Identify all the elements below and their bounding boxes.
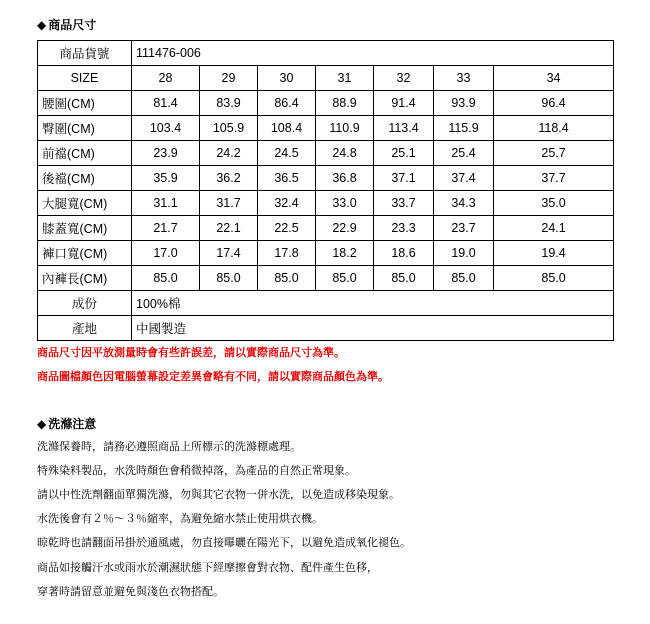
size-section-title [37,18,96,32]
measurement-value: 33.7 [374,191,434,216]
measurement-value: 25.1 [374,141,434,166]
measurement-value: 18.2 [316,241,374,266]
size-header-cell: 30 [258,66,316,91]
measurement-value: 85.0 [316,266,374,291]
measurement-value: 115.9 [434,116,494,141]
size-table [37,40,614,341]
measurement-value: 23.3 [374,216,434,241]
material-value: 100%棉 [132,291,614,316]
measurement-row [38,191,614,216]
care-instruction: 商品如接觸汗水或雨水於潮濕狀態下經摩擦會對衣物、配件產生色移， [37,561,378,574]
measurement-value: 17.4 [200,241,258,266]
measurement-row [38,216,614,241]
care-instruction: 穿著時請留意並避免與淺色衣物搭配。 [37,585,224,598]
measurement-value: 17.0 [132,241,200,266]
measurement-value: 23.9 [132,141,200,166]
measurement-value: 85.0 [132,266,200,291]
origin-row [38,316,614,341]
measurement-value: 36.2 [200,166,258,191]
measurement-value: 85.0 [494,266,614,291]
measurement-value: 37.1 [374,166,434,191]
measurement-value: 83.9 [200,91,258,116]
measurement-value: 23.7 [434,216,494,241]
size-header-row [38,66,614,91]
measurement-label: 大腿寬(CM) [38,191,132,216]
measurement-value: 105.9 [200,116,258,141]
measurement-label: 前襠(CM) [38,141,132,166]
measurement-value: 81.4 [132,91,200,116]
size-section-label: 商品尺寸 [48,18,97,32]
product-no-label: 商品貨號 [38,41,132,66]
size-label: SIZE [38,66,132,91]
measurement-row [38,91,614,116]
measurement-value: 24.1 [494,216,614,241]
measurement-value: 24.5 [258,141,316,166]
measurement-value: 37.4 [434,166,494,191]
measurement-value: 113.4 [374,116,434,141]
measurement-label: 膝蓋寬(CM) [38,216,132,241]
care-instruction: 請以中性洗劑翻面單獨洗滌，勿與其它衣物一併水洗，以免造成移染現象。 [37,488,400,501]
measurement-value: 96.4 [494,91,614,116]
measurement-label: 內褲長(CM) [38,266,132,291]
measurement-value: 35.0 [494,191,614,216]
measurement-value: 31.7 [200,191,258,216]
measurement-value: 33.0 [316,191,374,216]
measurement-value: 118.4 [494,116,614,141]
measurement-value: 85.0 [374,266,434,291]
size-header-cell: 33 [434,66,494,91]
measurement-row [38,241,614,266]
measurement-value: 24.8 [316,141,374,166]
measurement-value: 25.4 [434,141,494,166]
measurement-value: 93.9 [434,91,494,116]
measurement-value: 86.4 [258,91,316,116]
disclaimer-note: 商品尺寸因平放測量時會有些許誤差，請以實際商品尺寸為準。 [37,346,345,359]
measurement-label: 褲口寬(CM) [38,241,132,266]
measurement-value: 24.2 [200,141,258,166]
measurement-value: 19.4 [494,241,614,266]
material-label: 成份 [38,291,132,316]
care-instruction: 洗滌保養時，請務必遵照商品上所標示的洗滌標處理。 [37,440,301,453]
size-header-cell: 29 [200,66,258,91]
measurement-value: 108.4 [258,116,316,141]
measurement-value: 19.0 [434,241,494,266]
measurement-value: 25.7 [494,141,614,166]
measurement-value: 85.0 [434,266,494,291]
measurement-value: 85.0 [258,266,316,291]
measurement-row [38,266,614,291]
origin-label: 產地 [38,316,132,341]
measurement-value: 88.9 [316,91,374,116]
measurement-value: 37.7 [494,166,614,191]
measurement-label: 臀圍(CM) [38,116,132,141]
measurement-row [38,116,614,141]
diamond-icon: ◆ [37,417,47,431]
origin-value: 中國製造 [132,316,614,341]
measurement-value: 36.5 [258,166,316,191]
measurement-value: 36.8 [316,166,374,191]
measurement-value: 17.8 [258,241,316,266]
measurement-value: 31.1 [132,191,200,216]
measurement-value: 32.4 [258,191,316,216]
measurement-value: 34.3 [434,191,494,216]
measurement-value: 103.4 [132,116,200,141]
measurement-value: 22.1 [200,216,258,241]
material-row [38,291,614,316]
measurement-row [38,141,614,166]
care-instruction: 晾乾時也請翻面吊掛於通風處，勿直接曝曬在陽光下，以避免造成氧化褪色。 [37,536,411,549]
measurement-value: 91.4 [374,91,434,116]
care-section-label: 洗滌注意 [48,417,97,431]
measurement-row [38,166,614,191]
measurement-value: 110.9 [316,116,374,141]
size-header-cell: 28 [132,66,200,91]
measurement-value: 18.6 [374,241,434,266]
measurement-value: 21.7 [132,216,200,241]
size-header-cell: 32 [374,66,434,91]
measurement-value: 35.9 [132,166,200,191]
product-no-row [38,41,614,66]
diamond-icon: ◆ [37,18,47,32]
measurement-label: 後襠(CM) [38,166,132,191]
care-instruction: 水洗後會有２％～３％縮率，為避免縮水禁止使用烘衣機。 [37,512,323,525]
size-header-cell: 31 [316,66,374,91]
size-header-cell: 34 [494,66,614,91]
measurement-label: 腰圍(CM) [38,91,132,116]
care-instruction: 特殊染料製品，水洗時顏色會稍微掉落，為產品的自然正常現象。 [37,464,356,477]
measurement-value: 22.9 [316,216,374,241]
measurement-value: 22.5 [258,216,316,241]
care-section-title [37,417,96,431]
product-no-value: 111476-006 [132,41,614,66]
disclaimer-note: 商品圖檔顏色因電腦螢幕設定差異會略有不同，請以實際商品顏色為準。 [37,370,389,383]
measurement-value: 85.0 [200,266,258,291]
